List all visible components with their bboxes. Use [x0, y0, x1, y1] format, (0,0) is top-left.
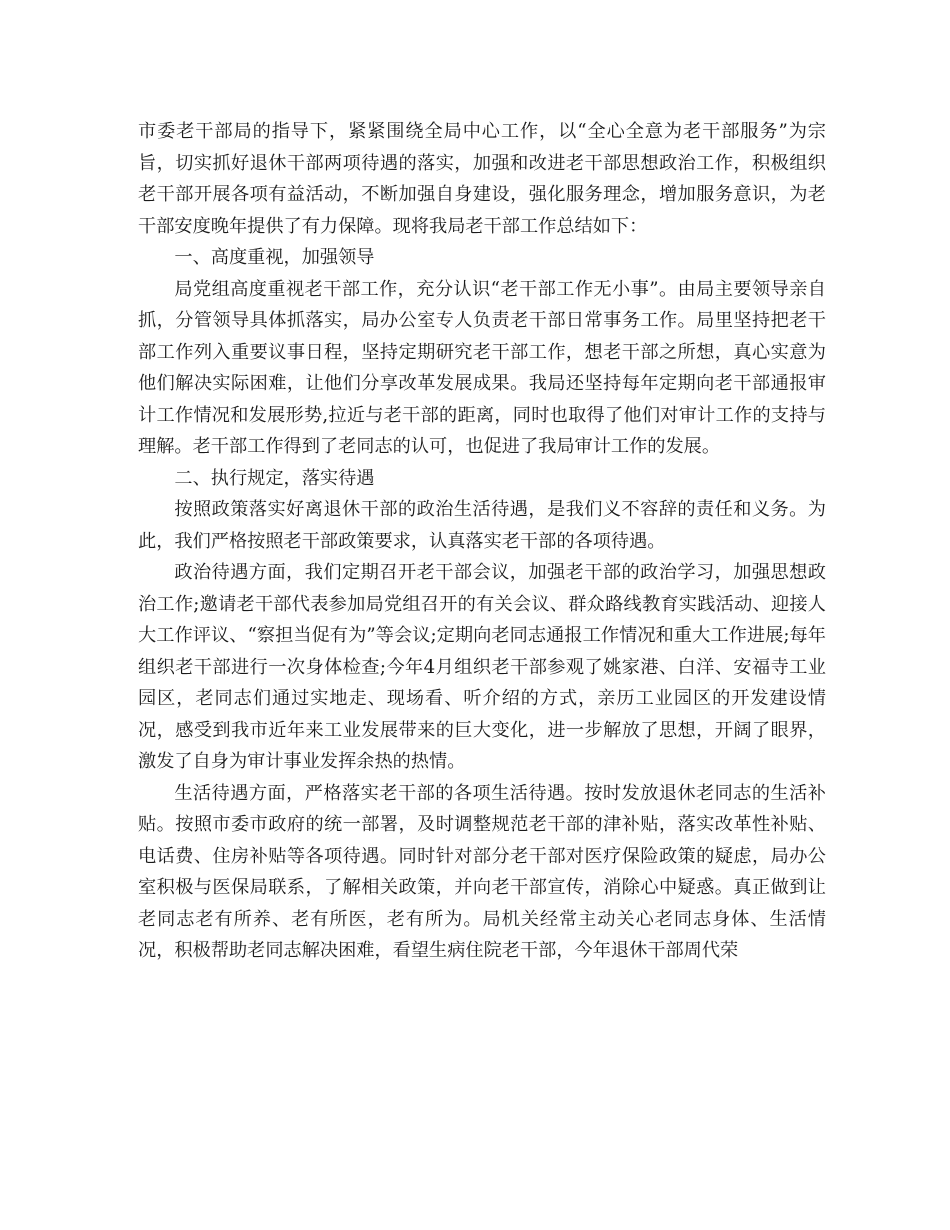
paragraph-policy: 按照政策落实好离退休干部的政治生活待遇，是我们义不容辞的责任和义务。为此，我们严格按照老干部政策要求，认真落实老干部的各项待遇。 — [138, 499, 826, 552]
paragraph-living-treatment: 生活待遇方面，严格落实老干部的各项生活待遇。按时发放退休老同志的生活补贴。按照市委市政府的统一部署，及时调整规范老干部的津补贴，落实改革性补贴、电话费、住房补贴等各项待遇。同时针对部分老干部对医疗保险政策的疑虑，局办公室积极与医保局联系，了解相关政策，并向老干部宣传，消除心中疑惑。真正做到让老同志老有所养、老有所医，老有所为。局机关经常主动关心老同志身体、生活情况，积极帮助老同志解决困难，看望生病住院老干部，今年退休干部周代荣 — [138, 782, 826, 961]
paragraph-leadership: 局党组高度重视老干部工作，充分认识“老干部工作无小事”。由局主要领导亲自抓，分管领导具体抓落实，局办公室专人负责老干部日常事务工作。局里坚持把老干部工作列入重要议事日程，坚持定期研究老干部工作，想老干部之所想，真心实意为他们解决实际困难，让他们分享改革发展成果。我局还坚持每年定期向老干部通报审计工作情况和发展形势,拉近与老干部的距离，同时也取得了他们对审计工作的支持与理解。老干部工作得到了老同志的认可，也促进了我局审计工作的发展。 — [138, 278, 826, 457]
section-heading-2: 二、执行规定，落实待遇 — [174, 467, 375, 489]
paragraph-political-treatment: 政治待遇方面，我们定期召开老干部会议，加强老干部的政治学习，加强思想政治工作;邀请老干部代表参加局党组召开的有关会议、群众路线教育实践活动、迎接人大工作评议、“察担当促有为”等会议;定期向老同志通报工作情况和重大工作进展;每年组织老干部进行一次身体检查;今年4月组织老干部参观了姚家港、白洋、安福寺工业园区，老同志们通过实地走、现场看、听介绍的方式，亲历工业园区的开发建设情况，感受到我市近年来工业发展带来的巨大变化，进一步解放了思想，开阔了眼界，激发了自身为审计事业发挥余热的热情。 — [138, 562, 826, 772]
document-page — [138, 116, 826, 967]
paragraph-intro: 市委老干部局的指导下，紧紧围绕全局中心工作，以“全心全意为老干部服务”为宗旨，切实抓好退休干部两项待遇的落实，加强和改进老干部思想政治工作，积极组织老干部开展各项有益活动，不断加强自身建设，强化服务理念，增加服务意识，为老干部安度晚年提供了有力保障。现将我局老干部工作总结如下： — [138, 121, 826, 237]
section-heading-1: 一、高度重视，加强领导 — [174, 247, 375, 268]
